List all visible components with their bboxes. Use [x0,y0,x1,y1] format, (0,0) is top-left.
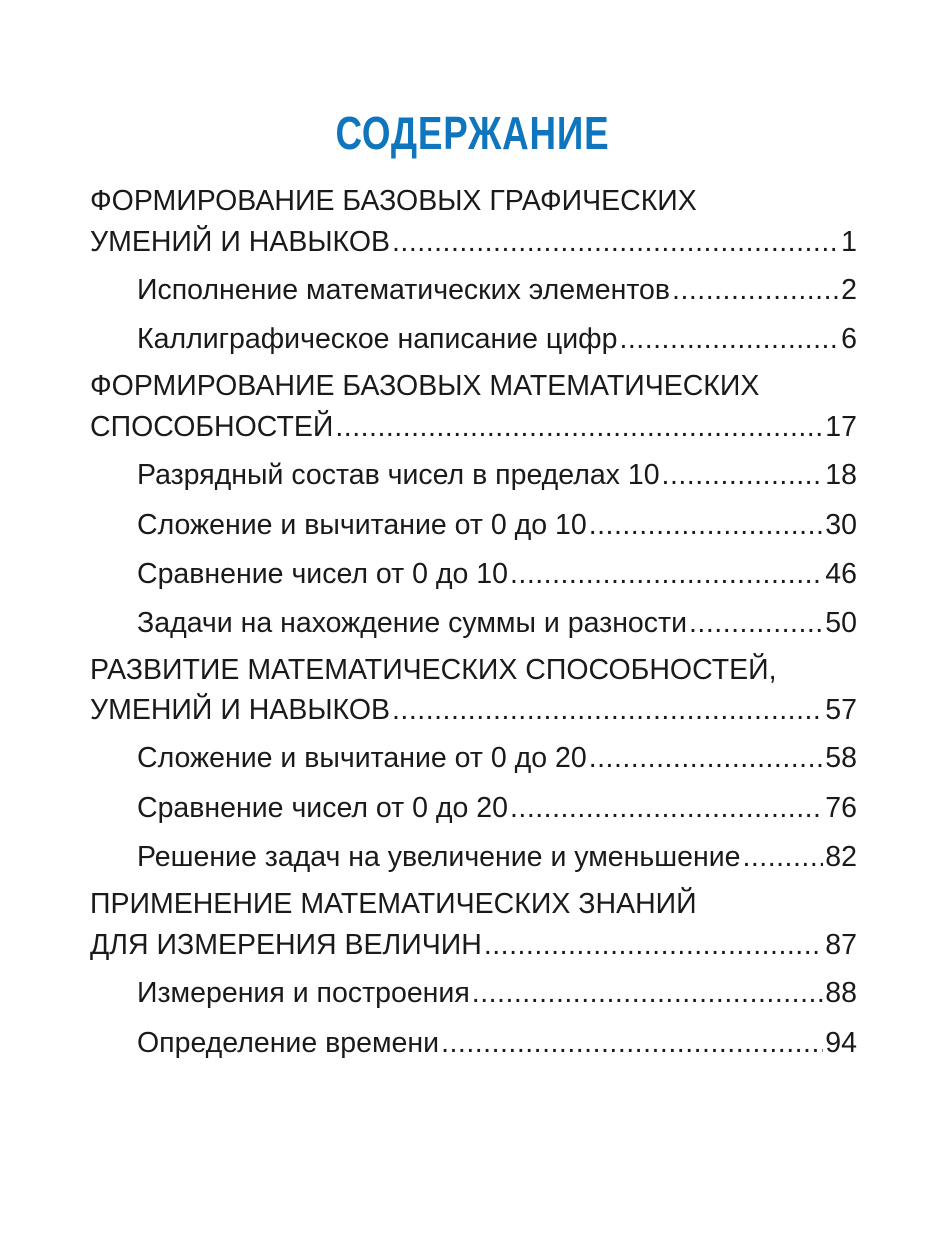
toc-entry-title: Измерения и построения [137,977,470,1009]
toc-entry [137,272,857,308]
toc-entry [137,321,857,357]
leader-dots [472,975,824,1011]
toc-section-2-line2 [90,409,857,445]
toc-page-number: 30 [825,509,857,541]
toc-section-title-cont: ДЛЯ ИЗМЕРЕНИЯ ВЕЛИЧИН [90,929,482,961]
toc-page-number: 87 [825,929,857,961]
toc-entry-title: Каллиграфическое написание цифр [137,323,618,355]
toc-entry-title: Сложение и вычитание от 0 до 10 [137,509,587,541]
leader-dots [662,457,824,493]
leader-dots [742,839,823,875]
toc-section-title: РАЗВИТИЕ МАТЕМАТИЧЕСКИХ СПОСОБНОСТЕЙ, [90,654,777,686]
toc-entry [137,839,857,875]
toc-entry [137,740,857,776]
toc-entry [137,975,857,1011]
toc-entry-title: Задачи на нахождение суммы и разности [137,607,688,639]
toc-entry-title: Исполнение математических элементов [137,274,671,306]
toc-section-title-cont: УМЕНИЙ И НАВЫКОВ [90,226,391,258]
toc-entry [137,790,857,826]
toc-entry [137,507,857,543]
toc-section-title-cont: СПОСОБНОСТЕЙ [90,411,334,443]
toc-section-2-line1 [90,368,857,404]
toc-section-4-line2 [90,927,857,963]
toc-page-number: 82 [825,841,857,873]
toc-section-4-line1 [90,886,857,922]
page-title: СОДЕРЖАНИЕ [335,107,610,159]
toc-page-number: 46 [825,558,857,590]
toc-entry-title: Определение времени [137,1027,440,1059]
toc-section-title: ФОРМИРОВАНИЕ БАЗОВЫХ МАТЕМАТИЧЕСКИХ [90,370,760,402]
leader-dots [392,692,823,728]
leader-dots [510,790,823,826]
toc-page-number: 17 [825,411,857,443]
toc-page-number: 6 [841,323,857,355]
toc-entry-title: Сложение и вычитание от 0 до 20 [137,742,587,774]
toc-section-3-line2 [90,692,857,728]
leader-dots [689,605,823,641]
toc-page-number: 76 [825,792,857,824]
toc-entry-title: Решение задач на увеличение и уменьшение [137,841,741,873]
leader-dots [441,1025,823,1061]
toc-page-number: 58 [825,742,857,774]
toc-section-title: ФОРМИРОВАНИЕ БАЗОВЫХ ГРАФИЧЕСКИХ [90,185,697,217]
toc-entry [137,605,857,641]
toc-page-number: 88 [825,977,857,1009]
toc-section-title-cont: УМЕНИЙ И НАВЫКОВ [90,694,391,726]
toc-entry [137,556,857,592]
leader-dots [510,556,823,592]
leader-dots [484,927,823,963]
leader-dots [335,409,823,445]
leader-dots [619,321,839,357]
toc-entry-title: Сравнение чисел от 0 до 20 [137,792,508,824]
toc-entry [137,1025,857,1061]
toc-entry-title: Разрядный состав чисел в пределах 10 [137,459,660,491]
leader-dots [392,224,839,260]
toc-entry-title: Сравнение чисел от 0 до 10 [137,558,508,590]
toc-page-number: 2 [841,274,857,306]
toc-page-number: 18 [825,459,857,491]
toc-section-3-line1 [90,652,857,688]
leader-dots [589,740,824,776]
leader-dots [589,507,824,543]
toc-section-1-line1 [90,183,857,219]
toc-page-number: 94 [825,1027,857,1059]
toc-section-1-line2 [90,224,857,260]
toc-section-title: ПРИМЕНЕНИЕ МАТЕМАТИЧЕСКИХ ЗНАНИЙ [90,888,697,920]
toc-page-number: 50 [825,607,857,639]
toc-page-number: 1 [841,226,857,258]
toc-page-number: 57 [825,694,857,726]
toc-entry [137,457,857,493]
leader-dots [672,272,839,308]
